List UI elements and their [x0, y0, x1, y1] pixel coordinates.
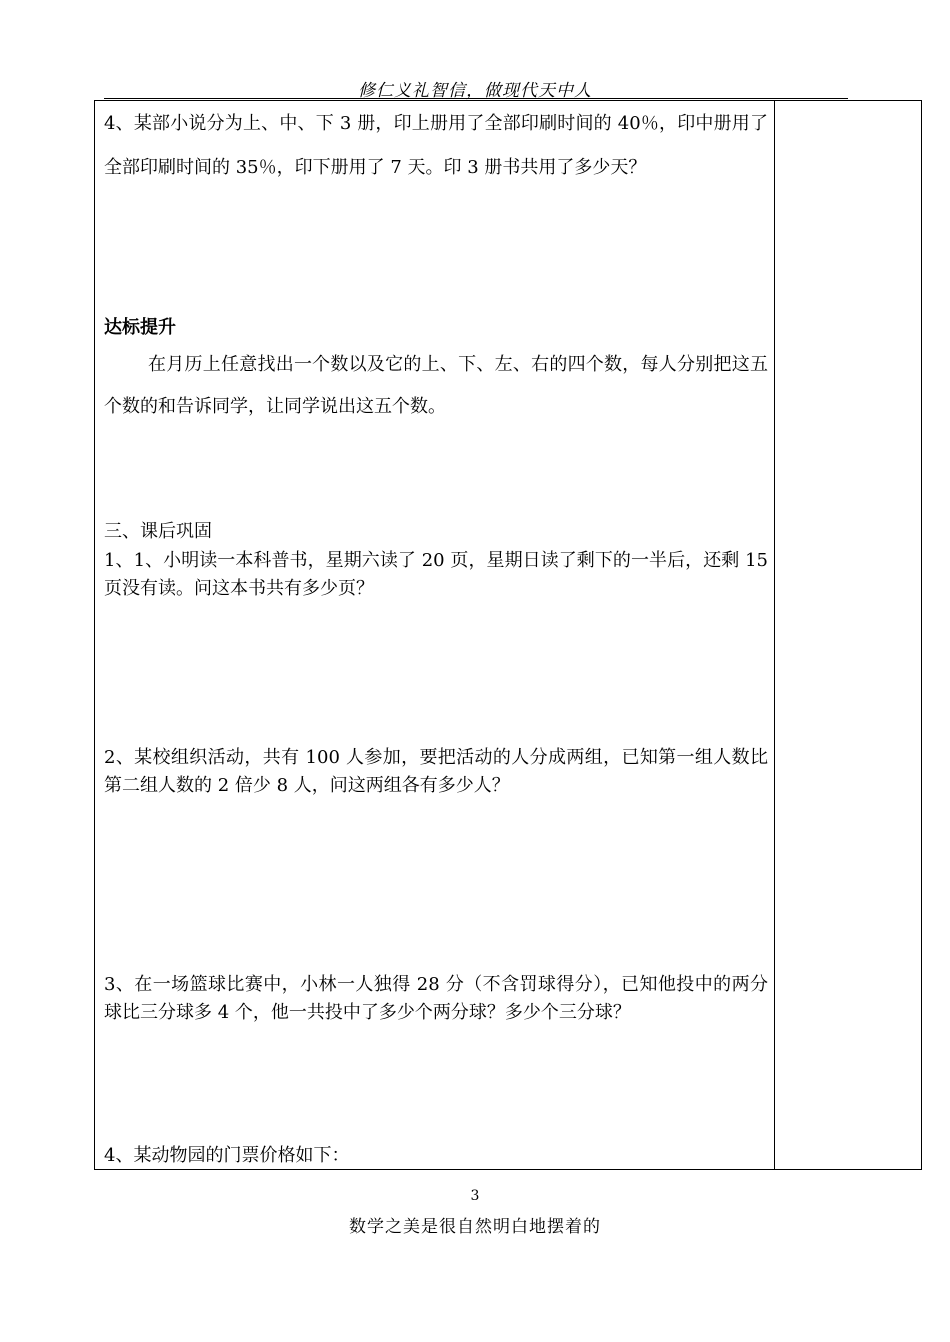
homework-question-2: 2、某校组织活动，共有 100 人参加，要把活动的人分成两组，已知第一组人数比第二组人数的 2 倍少 8 人，问这两组各有多少人？	[104, 747, 768, 796]
homework-question-3: 3、在一场篮球比赛中，小林一人独得 28 分（不含罚球得分），已知他投中的两分球比三分球多 4 个，他一共投中了多少个两分球？多少个三分球？	[104, 974, 768, 1023]
table-column-divider	[774, 100, 775, 1170]
section-text-calendar: 在月历上任意找出一个数以及它的上、下、左、右的四个数，每人分别把这五个数的和告诉同学，让同学说出这五个数。	[104, 354, 768, 417]
question-4-percent: 4、某部小说分为上、中、下 3 册，印上册用了全部印刷时间的 40％，印中册用了全部印刷时间的 35％，印下册用了 7 天。印 3 册书共用了多少天？	[104, 113, 768, 178]
part-3-heading: 三、课后巩固	[104, 521, 212, 542]
header-motto: 修仁义礼智信，做现代天中人	[358, 81, 592, 101]
section-title-improve: 达标提升	[104, 317, 176, 338]
homework-question-4: 4、某动物园的门票价格如下：	[104, 1145, 350, 1166]
page-number: 3	[470, 1188, 480, 1204]
header-rule	[104, 98, 848, 99]
homework-question-1: 1、1、小明读一本科普书，星期六读了 20 页，星期日读了剩下的一半后，还剩 15 页没有读。问这本书共有多少页？	[104, 550, 768, 599]
footer-motto: 数学之美是很自然明白地摆着的	[349, 1217, 601, 1237]
